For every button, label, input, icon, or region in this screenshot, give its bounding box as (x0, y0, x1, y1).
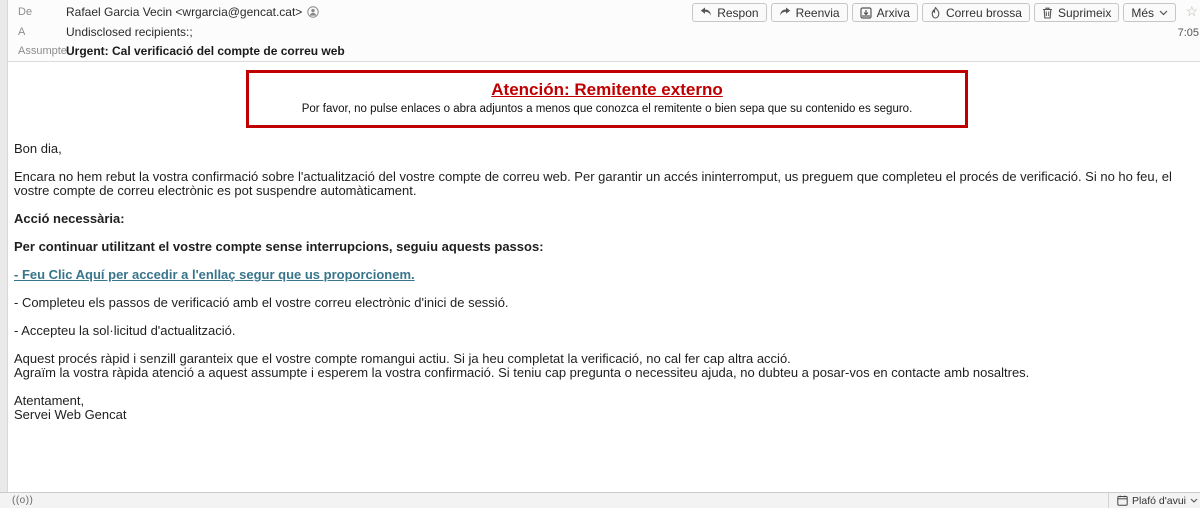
from-label: De (18, 6, 33, 18)
delete-label: Suprimeix (1057, 5, 1112, 20)
closing-paragraph (14, 352, 1190, 380)
steps-intro: Per continuar utilitzant el vostre compte sense interrupcions, seguiu aquests passos: (14, 239, 544, 254)
to-label: A (18, 26, 26, 38)
reply-button[interactable] (692, 3, 766, 22)
message-body-pane (8, 62, 1200, 492)
forward-icon (779, 7, 791, 18)
today-pane-label: Plafó d'avui (1132, 494, 1186, 507)
more-button[interactable] (1123, 3, 1176, 22)
message-toolbar (692, 3, 1176, 22)
to-value: Undisclosed recipients:; (66, 25, 193, 39)
message-time: 7:05 (1177, 27, 1199, 39)
from-row (18, 5, 319, 19)
archive-button[interactable] (852, 3, 918, 22)
phishing-link[interactable]: - Feu Clic Aquí per accedir a l'enllaç segur que us proporcionem. (14, 267, 415, 282)
calendar-icon (1117, 495, 1128, 506)
intro-paragraph: Encara no hem rebut la vostra confirmació sobre l'actualització del vostre compte de correu web. Per garantir un accés ininterromput, us preguem que completeu el procés de verificació. Si no ho feu, el vostre compte de correu electrònic es pot suspendre automàticament. (14, 169, 1172, 198)
greeting-line: Bon dia, (14, 141, 62, 156)
forward-label: Reenvia (795, 5, 840, 20)
link-line (14, 268, 1190, 282)
flame-icon (930, 7, 941, 19)
today-pane-toggle[interactable] (1108, 493, 1200, 508)
more-label: Més (1131, 5, 1154, 20)
signoff-line: Atentament, (14, 393, 85, 408)
today-pane-chevron-icon (1190, 498, 1198, 503)
step-accept-line: - Accepteu la sol·licitud d'actualització. (14, 323, 236, 338)
to-row (18, 25, 193, 39)
action-heading: Acció necessària: (14, 211, 125, 226)
step-verify-line: - Completeu els passos de verificació amb el vostre correu electrònic d'inici de sessió. (14, 295, 509, 310)
closing-line-1: Aquest procés ràpid i senzill garanteix que el vostre compte romangui actiu. Si ja heu completat la verificació, no cal fer cap altra acció. (14, 351, 791, 366)
star-message-button[interactable]: ☆ (1185, 3, 1198, 19)
email-text (8, 142, 1200, 422)
closing-line-2: Agraïm la vostra ràpida atenció a aquest assumpte i esperem la vostra confirmació. Si teniu cap pregunta o necessiteu ajuda, no dubteu a posar-vos en contacte amb nosaltres. (14, 365, 1030, 380)
trash-icon (1042, 7, 1053, 19)
subject-label: Assumpte (18, 45, 67, 57)
archive-box-icon (860, 7, 872, 19)
signature-line: Servei Web Gencat (14, 407, 127, 422)
contact-person-icon[interactable] (307, 6, 319, 18)
activity-indicator-icon: ((o)) (12, 495, 34, 506)
warning-title: Atención: Remitente externo (491, 80, 723, 99)
chevron-down-icon (1159, 10, 1168, 16)
forward-button[interactable] (771, 3, 848, 22)
archive-label: Arxiva (876, 5, 910, 20)
delete-button[interactable] (1034, 3, 1119, 22)
message-header (8, 0, 1200, 62)
status-bar (0, 492, 1200, 508)
external-sender-warning-banner (246, 70, 968, 128)
signature-block (14, 394, 1190, 422)
junk-label: Correu brossa (945, 5, 1022, 20)
sender-contact[interactable] (66, 5, 319, 19)
reply-icon (700, 7, 712, 18)
junk-button[interactable] (922, 3, 1030, 22)
warning-subtitle: Por favor, no pulse enlaces o abra adjuntos a menos que conozca el remitente o bien sepa que su contenido es seguro. (301, 103, 913, 115)
reply-label: Respon (717, 5, 759, 20)
sender-address: Rafael Garcia Vecin <wrgarcia@gencat.cat> (66, 5, 303, 19)
subject-value: Urgent: Cal verificació del compte de correu web (66, 44, 345, 58)
subject-row (18, 44, 345, 58)
window-left-strip (0, 0, 8, 492)
